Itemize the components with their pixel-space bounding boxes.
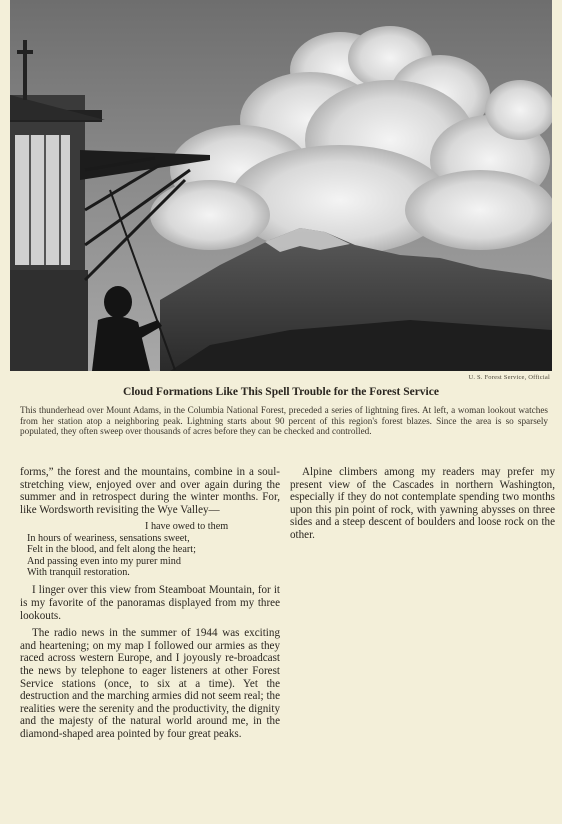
poem-line: And passing even into my purer mind bbox=[27, 555, 181, 567]
poem-line: Felt in the blood, and felt along the heart; bbox=[27, 544, 196, 556]
paragraph: The radio news in the summer of 1944 was exciting and heartening; on my map I followed our armies as they raced across western Europe, and I joyously re-broadcast the news by telephone to eager listeners at other Forest Service stations (once, to six at a time). Yet the destruction and the marching armies did not seem real; the realities were the serenity and the productivity, the dignity and the majesty of the natural world around me, in the diamond-shaped area pointed by four great peaks. bbox=[20, 627, 280, 740]
left-column bbox=[20, 466, 280, 746]
paragraph: Alpine climbers among my readers may prefer my present view of the Cascades in northern Washington, especially if they do not contemplate spending two months upon this pin point of rock, with yawning abysses on three sides and a steep descent of boulders and loose rock on the other. bbox=[290, 466, 555, 541]
article-photo bbox=[10, 0, 552, 371]
poem-quote bbox=[20, 521, 280, 578]
photo-credit: U. S. Forest Service, Official bbox=[468, 374, 550, 381]
paragraph: forms,” the forest and the mountains, combine in a soul-stretching view, enjoyed over and over again during the summer and in retrospect during the winter months. For, like Wordsworth revisiting the Wye Valley— bbox=[20, 466, 280, 516]
right-column bbox=[290, 466, 555, 547]
poem-line: I have owed to them bbox=[145, 521, 229, 533]
caption-title: Cloud Formations Like This Spell Trouble for the Forest Service bbox=[123, 386, 439, 398]
poem-line: In hours of weariness, sensations sweet, bbox=[27, 532, 190, 544]
paragraph: I linger over this view from Steamboat Mountain, for it is my favorite of the panoramas displayed from my three lookouts. bbox=[20, 584, 280, 622]
photo-illustration bbox=[10, 0, 552, 371]
poem-line: With tranquil restoration. bbox=[27, 567, 130, 578]
caption-body: This thunderhead over Mount Adams, in the Columbia National Forest, preceded a series of lightning fires. At left, a woman lookout watches from her station atop a neighboring peak. Lightning starts about 90 percent of this region's forest blazes. Since the area is so sparsely populated, they often sweep over thousands of acres before they can be checked and controlled. bbox=[20, 405, 548, 437]
